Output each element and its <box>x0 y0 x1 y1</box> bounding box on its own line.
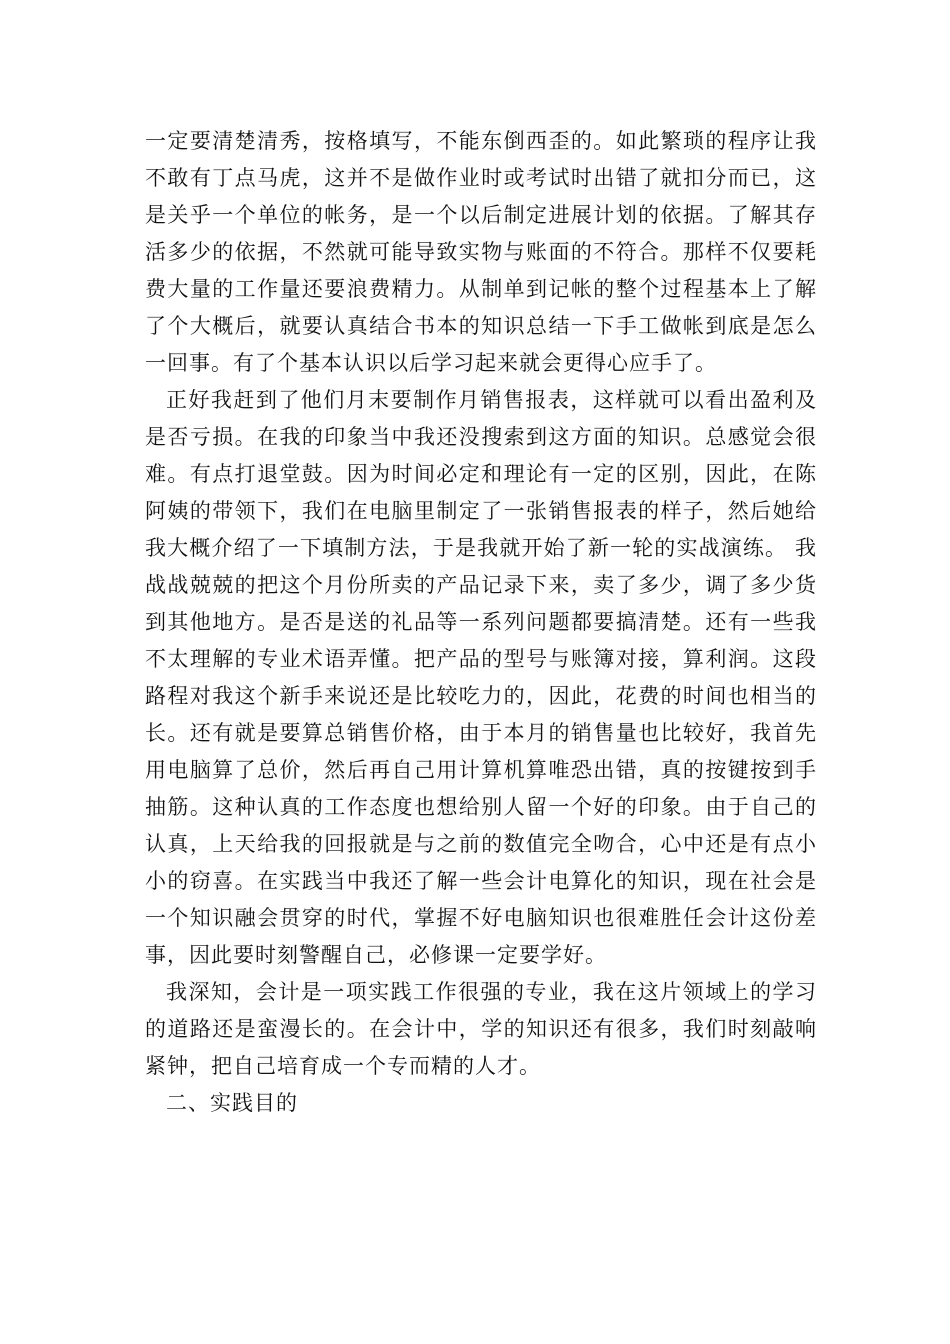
paragraph-accounting-reflection: 我深知，会计是一项实践工作很强的专业，我在这片领域上的学习的道路还是蛮漫长的。在会计中，学的知识还有很多，我们时刻敲响紧钟，把自己培育成一个专而精的人才。 <box>145 980 817 1078</box>
document-body <box>145 123 817 1122</box>
paragraph-continued: 一定要清楚清秀，按格填写，不能东倒西歪的。如此繁琐的程序让我不敢有丁点马虎，这并不是做作业时或考试时出错了就扣分而已，这是关乎一个单位的帐务，是一个以后制定进展计划的依据。了解其存活多少的依据，不然就可能导致实物与账面的不符合。那样不仅要耗费大量的工作量还要浪费精力。从制单到记帐的整个过程基本上了解了个大概后，就要认真结合书本的知识总结一下手工做帐到底是怎么一回事。有了个基本认识以后学习起来就会更得心应手了。 <box>145 129 817 375</box>
section-heading: 二、实践目的 <box>166 1091 298 1115</box>
paragraph-sales-report: 正好我赶到了他们月末要制作月销售报表，这样就可以看出盈利及是否亏损。在我的印象当中我还没搜索到这方面的知识。总感觉会很难。有点打退堂鼓。因为时间必定和理论有一定的区别，因此，在陈阿姨的带领下，我们在电脑里制定了一张销售报表的样子，然后她给我大概介绍了一下填制方法，于是我就开始了新一轮的实战演练。 我战战兢兢的把这个月份所卖的产品记录下来，卖了多少，调了多少货到其他地方。是否是送的礼品等一系列问题都要搞清楚。还有一些我不太理解的专业术语弄懂。把产品的型号与账簿对接，算利润。这段路程对我这个新手来说还是比较吃力的，因此，花费的时间也相当的长。还有就是要算总销售价格，由于本月的销售量也比较好，我首先用电脑算了总价，然后再自己用计算机算唯恐出错，真的按键按到手抽筋。这种认真的工作态度也想给别人留一个好的印象。由于自己的认真，上天给我的回报就是与之前的数值完全吻合，心中还是有点小小的窃喜。在实践当中我还了解一些会计电算化的知识，现在社会是一个知识融会贯穿的时代，掌握不好电脑知识也很难胜任会计这份差事，因此要时刻警醒自己，必修课一定要学好。 <box>145 388 817 967</box>
